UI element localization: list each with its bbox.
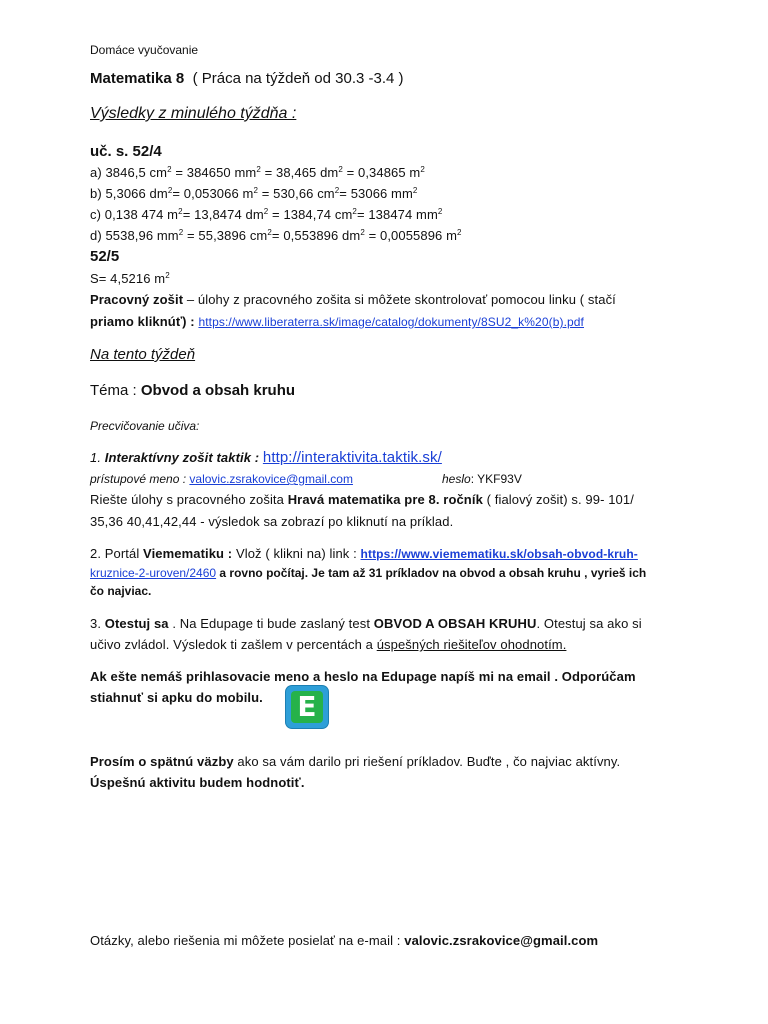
workbook-link[interactable]: https://www.liberaterra.sk/image/catalog/dokumenty/8SU2_k%20(b).pdf <box>198 315 584 329</box>
workbook-link-line: priamo kliknúť) : https://www.liberaterra.sk/image/catalog/dokumenty/8SU2_k%20(b).pdf <box>90 314 584 329</box>
workbook-line: Pracovný zošit – úlohy z pracovného zošita si môžete skontrolovať pomocou linku ( stačí <box>90 292 616 307</box>
task3-line2: učivo zvládol. Výsledok ti zašlem v percentách a úspešných riešiteľov ohodnotím. <box>90 637 567 652</box>
results-section-52-5: 52/5 <box>90 248 120 265</box>
results-heading: Výsledky z minulého týždňa : <box>90 105 297 122</box>
edupage-line2: stiahnuť si apku do mobilu. <box>90 690 263 705</box>
footer-email[interactable]: valovic.zsrakovice@gmail.com <box>404 933 599 948</box>
topic-label: Téma : <box>90 382 141 399</box>
topic-value: Obvod a obsah kruhu <box>140 382 296 399</box>
task1-text-line1: Riešte úlohy s pracovného zošita Hravá matematika pre 8. ročník ( fialový zošit) s. 99- 101/ <box>90 492 634 507</box>
task2-line1: 2. Portál Viemematiku : Vlož ( klikni na) link : https://www.viemematiku.sk/obsah-obvod-kruh- <box>90 546 638 561</box>
edupage-logo-letter: E <box>291 691 323 723</box>
task1-title-line: 1. Interaktívny zošit taktik : http://interaktivita.taktik.sk/ <box>90 449 442 466</box>
header-label: Domáce vyučovanie <box>90 43 199 57</box>
edupage-line1: Ak ešte nemáš prihlasovacie meno a heslo na Edupage napíš mi na email . Odporúčam <box>90 669 636 684</box>
taktik-link[interactable]: http://interaktivita.taktik.sk/ <box>262 449 442 466</box>
task1-text-line2: 35,36 40,41,42,44 - výsledok sa zobrazí po kliknutí na príklad. <box>90 514 454 529</box>
footer-line: Otázky, alebo riešenia mi môžete posielať na e-mail : valovic.zsrakovice@gmail.com <box>90 933 599 948</box>
this-week-heading: Na tento týždeň <box>90 346 196 363</box>
topic-line <box>90 382 295 399</box>
feedback-line2: Úspešnú aktivitu budem hodnotiť. <box>90 775 305 790</box>
task1-title: Interaktívny zošit taktik : <box>104 450 263 465</box>
task3-line1: 3. Otestuj sa . Na Edupage ti bude zaslaný test OBVOD A OBSAH KRUHU. Otestuj sa ako si <box>90 616 642 631</box>
result-s-value: S= 4,5216 $m^2$ <box>90 271 170 286</box>
result-line-d: d) 5538,96 $mm^2 = 55,3896$ $cm^2= 0,553896$ $dm^2 = 0,0055896$ $m^2$ <box>90 228 462 243</box>
result-line-c: c) 0,138 474 $m^2= 13,8474$ $dm^2 = 1384,74$ $cm^2= 138474$ $mm^2$ <box>90 207 443 222</box>
task2-line3: čo najviac. <box>90 584 152 598</box>
task1-login-line: prístupové meno : valovic.zsrakovice@gmail.com <box>90 472 353 486</box>
task2-line2: kruznice-2-uroven/2460 a rovno počítaj. Je tam až 31 príkladov na obvod a obsah kruhu , vyrieš ich <box>90 566 647 580</box>
workbook-label: Pracovný zošit <box>90 292 184 307</box>
title-subject: Matematika 8 <box>90 70 185 87</box>
login-email-link[interactable]: valovic.zsrakovice@gmail.com <box>189 472 353 486</box>
viemematiku-link-cont[interactable]: kruznice-2-uroven/2460 <box>90 566 217 580</box>
result-line-b: b) 5,3066 $dm^2= 0,053066$ $m^2 = 530,66$ $cm^2= 53066$ $mm^2$ <box>90 186 418 201</box>
practice-label: Precvičovanie učiva: <box>90 419 200 433</box>
title-week: ( Práca na týždeň od <box>192 70 331 87</box>
title-dates: 30.3 -3.4 ) <box>335 70 404 87</box>
viemematiku-link[interactable]: https://www.viemematiku.sk/obsah-obvod-kruh- <box>360 547 638 561</box>
page-title <box>90 70 404 87</box>
results-section-52-4: uč. s. 52/4 <box>90 143 162 160</box>
result-line-a: a) 3846,5 $cm^2 = 384650$ $mm^2 = 38,465$ $dm^2 = 0,34865$ $m^2$ <box>90 165 425 180</box>
task1-password: heslo: YKF93V <box>442 472 522 486</box>
edupage-logo-icon <box>286 686 328 728</box>
feedback-line1: Prosím o spätnú väzby ako sa vám darilo pri riešení príkladov. Buďte , čo najviac aktívny. <box>90 754 621 769</box>
